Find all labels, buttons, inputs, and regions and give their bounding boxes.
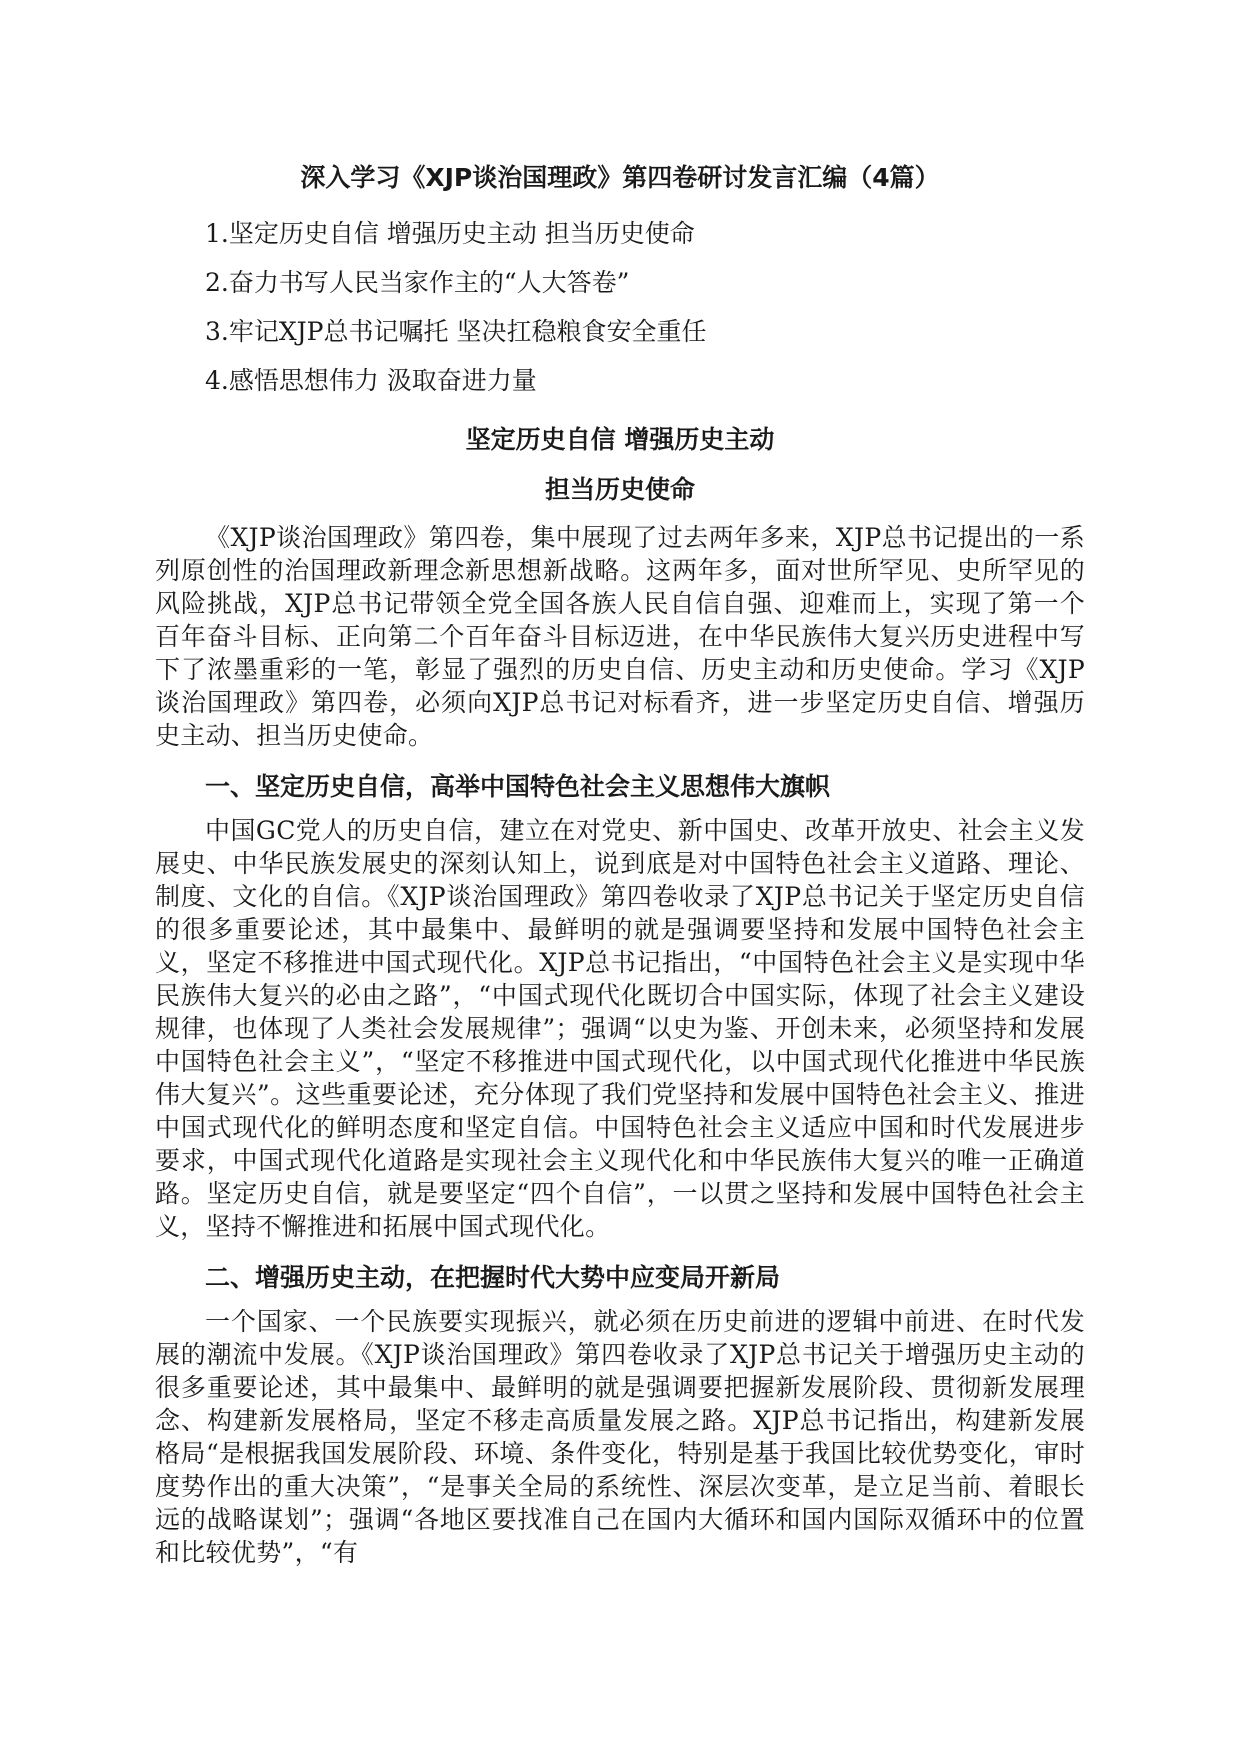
toc-item: 4.感悟思想伟力 汲取奋进力量 [205, 366, 537, 395]
table-of-contents [155, 209, 1085, 405]
document-title: 深入学习《XJP谈治国理政》第四卷研讨发言汇编（4篇） [300, 163, 940, 192]
section-heading-1: 一、坚定历史自信，高举中国特色社会主义思想伟大旗帜 [205, 772, 831, 801]
article-title-line-2: 担当历史使命 [544, 475, 695, 504]
article-title-line-1: 坚定历史自信 增强历史主动 [465, 425, 775, 454]
intro-paragraph: 《XJP谈治国理政》第四卷，集中展现了过去两年多来，XJP总书记提出的一系列原创性的治国理政新理念新思想新战略。这两年多，面对世所罕见、史所罕见的风险挑战，XJP总书记带领全党全国各族人民自信自强、迎难而上，实现了第一个百年奋斗目标、正向第二个百年奋斗目标迈进，在中华民族伟大复兴历史进程中写下了浓墨重彩的一笔，彰显了强烈的历史自信、历史主动和历史使命。学习《XJP谈治国理政》第四卷，必须向XJP总书记对标看齐，进一步坚定历史自信、增强历史主动、担当历史使命。 [155, 523, 1085, 750]
toc-item: 2.奋力书写人民当家作主的“人大答卷” [205, 268, 630, 297]
section-heading-2: 二、增强历史主动，在把握时代大势中应变局开新局 [205, 1263, 781, 1292]
toc-item: 3.牢记XJP总书记嘱托 坚决扛稳粮食安全重任 [205, 317, 707, 346]
section-body-1: 中国GC党人的历史自信，建立在对党史、新中国史、改革开放史、社会主义发展史、中华民族发展史的深刻认知上，说到底是对中国特色社会主义道路、理论、制度、文化的自信。《XJP谈治国理政》第四卷收录了XJP总书记关于坚定历史自信的很多重要论述，其中最集中、最鲜明的就是强调要坚持和发展中国特色社会主义，坚定不移推进中国式现代化。XJP总书记指出，“中国特色社会主义是实现中华民族伟大复兴的必由之路”，“中国式现代化既切合中国实际，体现了社会主义建设规律，也体现了人类社会发展规律”；强调“以史为鉴、开创未来，必须坚持和发展中国特色社会主义”，“坚定不移推进中国式现代化，以中国式现代化推进中华民族伟大复兴”。这些重要论述，充分体现了我们党坚持和发展中国特色社会主义、推进中国式现代化的鲜明态度和坚定自信。中国特色社会主义适应中国和时代发展进步要求，中国式现代化道路是实现社会主义现代化和中华民族伟大复兴的唯一正确道路。坚定历史自信，就是要坚定“四个自信”，一以贯之坚持和发展中国特色社会主义，坚持不懈推进和拓展中国式现代化。 [155, 816, 1085, 1241]
toc-item: 1.坚定历史自信 增强历史主动 担当历史使命 [205, 219, 695, 248]
section-body-2: 一个国家、一个民族要实现振兴，就必须在历史前进的逻辑中前进、在时代发展的潮流中发展。《XJP谈治国理政》第四卷收录了XJP总书记关于增强历史主动的很多重要论述，其中最集中、最鲜明的就是强调要把握新发展阶段、贯彻新发展理念、构建新发展格局，坚定不移走高质量发展之路。XJP总书记指出，构建新发展格局“是根据我国发展阶段、环境、条件变化，特别是基于我国比较优势变化，审时度势作出的重大决策”，“是事关全局的系统性、深层次变革，是立足当前、着眼长远的战略谋划”；强调“各地区要找准自己在国内大循环和国内国际双循环中的位置和比较优势”，“有 [155, 1307, 1085, 1567]
